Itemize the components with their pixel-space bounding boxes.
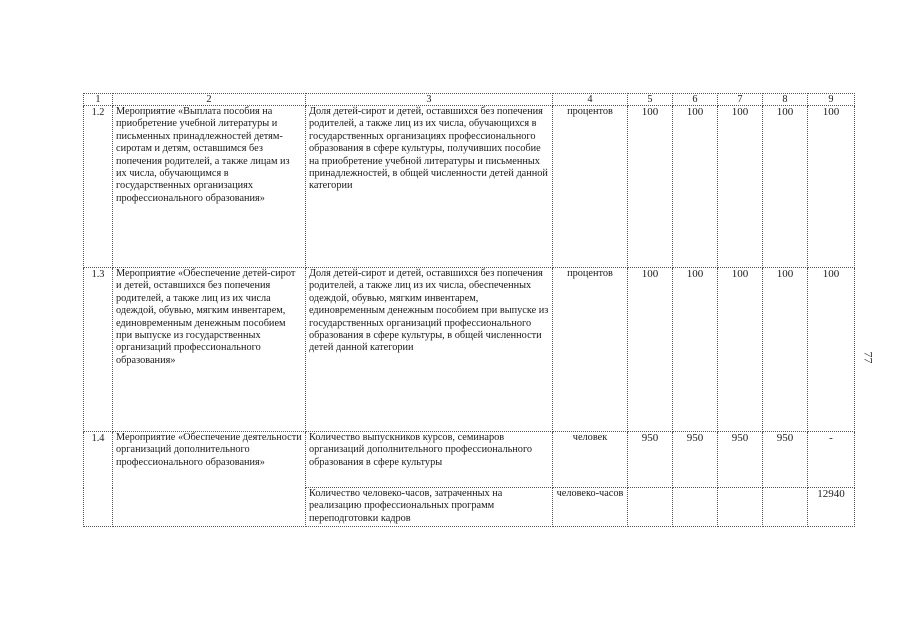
row-number: 1.4: [84, 432, 113, 527]
value-cell: [718, 488, 763, 527]
table-row: [84, 106, 855, 268]
row-number: 1.2: [84, 106, 113, 268]
value-cell: 950: [673, 432, 718, 488]
indicator-cell: Доля детей-сирот и детей, оставшихся без попечения родителей, а также лиц из их числа, обучающихся в государственных организациях профессионального образования в сфере культуры, получивших пособие на приобретение учебной литературы и письменных принадлежностей, в общей численности детей данной категории: [306, 106, 553, 268]
header-cell: 6: [673, 94, 718, 106]
indicator-cell: Количество выпускников курсов, семинаров организаций дополнительного профессионального образования в сфере культуры: [306, 432, 553, 488]
value-cell: 12940: [808, 488, 855, 527]
unit-cell: процентов: [553, 268, 628, 432]
unit-cell: процентов: [553, 106, 628, 268]
value-cell: 100: [718, 106, 763, 268]
unit-cell: человек: [553, 432, 628, 488]
value-cell: 100: [763, 268, 808, 432]
indicator-cell: Доля детей-сирот и детей, оставшихся без попечения родителей, а также лиц из их числа, обеспеченных одеждой, обувью, мягким инвентарем, единовременным денежным пособием при выпуске из государственных организаций профессионального образования в сфере культуры, в общей численности детей данной категории: [306, 268, 553, 432]
value-cell: [673, 488, 718, 527]
header-cell: 4: [553, 94, 628, 106]
event-cell: Мероприятие «Выплата пособия на приобретение учебной литературы и письменных принадлежностей детям-сиротам и детям, оставшимся без попечения родителей, а также лицам из их числа, обучающимся в государственных организациях профессионального образования»: [113, 106, 306, 268]
header-cell: 3: [306, 94, 553, 106]
row-number: 1.3: [84, 268, 113, 432]
value-cell: 100: [763, 106, 808, 268]
event-cell: Мероприятие «Обеспечение детей-сирот и детей, оставшихся без попечения родителей, а также лиц из их числа одеждой, обувью, мягким инвентарем, единовременным денежным пособием при выпуске из государственных организаций профессионального образования»: [113, 268, 306, 432]
header-cell: 2: [113, 94, 306, 106]
value-cell: 100: [673, 268, 718, 432]
value-cell: 950: [628, 432, 673, 488]
header-cell: 5: [628, 94, 673, 106]
page-number: 77: [861, 351, 876, 364]
header-cell: 8: [763, 94, 808, 106]
header-cell: 1: [84, 94, 113, 106]
table-row: [84, 268, 855, 432]
value-cell: [763, 488, 808, 527]
header-cell: 7: [718, 94, 763, 106]
value-cell: 950: [718, 432, 763, 488]
indicators-table: [83, 93, 855, 527]
value-cell: 100: [808, 268, 855, 432]
unit-cell: человеко-часов: [553, 488, 628, 527]
value-cell: 100: [673, 106, 718, 268]
table-header-row: [84, 94, 855, 106]
value-cell: 100: [628, 106, 673, 268]
indicator-cell: Количество человеко-часов, затраченных на реализацию профессиональных программ переподготовки кадров: [306, 488, 553, 527]
value-cell: 100: [718, 268, 763, 432]
value-cell: 950: [763, 432, 808, 488]
event-cell: Мероприятие «Обеспечение деятельности организаций дополнительного профессионального образования»: [113, 432, 306, 527]
header-cell: 9: [808, 94, 855, 106]
value-cell: -: [808, 432, 855, 488]
value-cell: [628, 488, 673, 527]
table-row: [84, 432, 855, 488]
value-cell: 100: [628, 268, 673, 432]
value-cell: 100: [808, 106, 855, 268]
